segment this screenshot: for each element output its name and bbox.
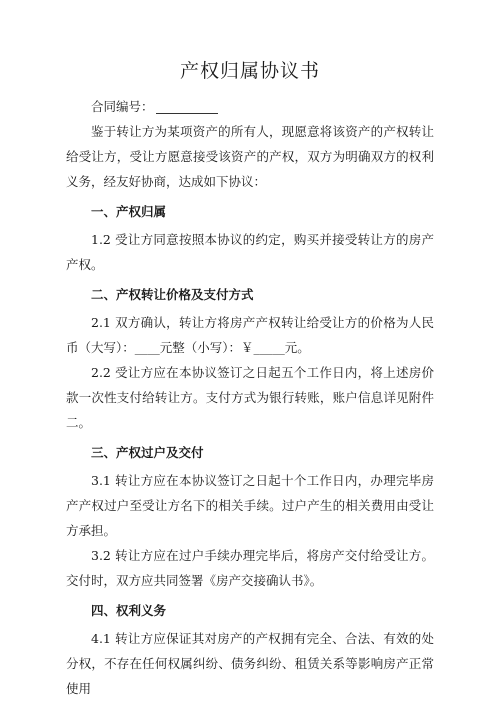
clause-3-2: 3.2 转让方应在过户手续办理完毕后，将房产交付给受让方。交付时，双方应共同签署《房产交接确认书》。 xyxy=(66,548,434,588)
section-heading-rights-obligations: 四、权利义务 xyxy=(91,603,167,618)
intro-paragraph: 鉴于转让方为某项资产的所有人，现愿意将该资产的产权转让给受让方，受让方愿意接受该资产的产权，双方为明确双方的权利义务，经友好协商，达成如下协议： xyxy=(66,124,434,189)
section-heading-ownership: 一、产权归属 xyxy=(91,204,167,219)
section-heading-price-payment: 二、产权转让价格及支付方式 xyxy=(91,287,254,302)
clause-4-1: 4.1 转让方应保证其对房产的产权拥有完全、合法、有效的处分权，不存在任何权属纠纷、债务纠纷、租赁关系等影响房产正常使用 xyxy=(66,631,434,696)
clause-2-1: 2.1 双方确认，转让方将房产产权转让给受让方的价格为人民币（大写）：____元整（小写）：￥_____元。 xyxy=(66,315,434,355)
contract-number-line xyxy=(66,94,434,119)
clause-3-1: 3.1 转让方应在本协议签订之日起十个工作日内，办理完毕房产产权过户至受让方名下的相关手续。过户产生的相关费用由受让方承担。 xyxy=(66,473,434,538)
clause-1-2: 1.2 受让方同意按照本协议的约定，购买并接受转让方的房产产权。 xyxy=(66,232,434,272)
contract-number-label: 合同编号： xyxy=(91,99,154,114)
document-title: 产权归属协议书 xyxy=(179,60,320,82)
contract-number-blank xyxy=(156,99,218,114)
clause-2-2: 2.2 受让方应在本协议签订之日起五个工作日内，将上述房价款一次性支付给转让方。支付方式为银行转账，账户信息详见附件二。 xyxy=(66,365,434,430)
section-heading-transfer-delivery: 三、产权过户及交付 xyxy=(91,445,204,460)
